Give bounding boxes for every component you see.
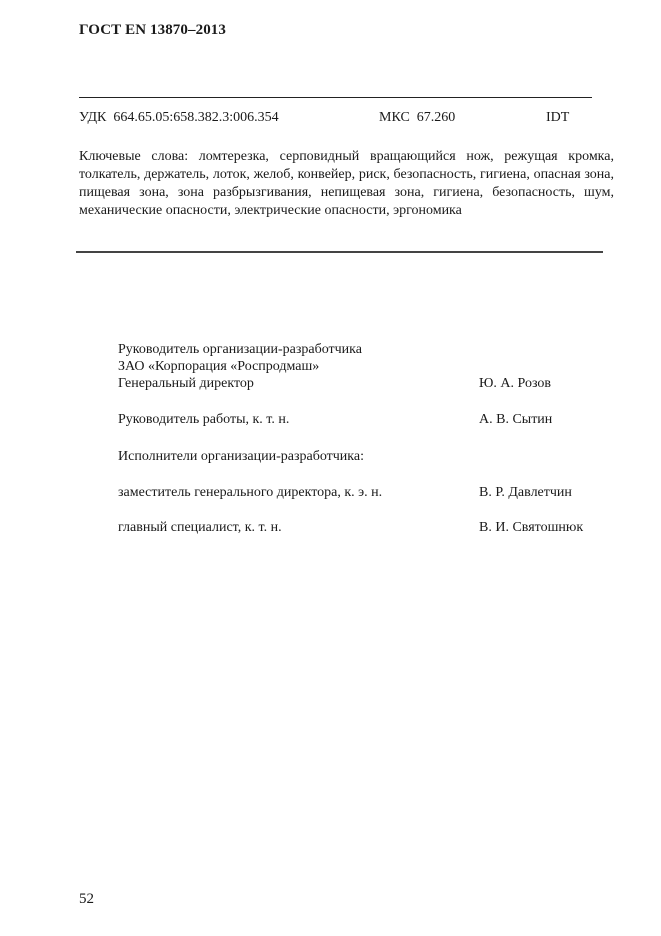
org-head-name: Ю. А. Розов <box>479 376 551 391</box>
standard-code: ГОСТ EN 13870–2013 <box>79 22 226 38</box>
top-divider <box>79 97 592 98</box>
udk-code: УДК 664.65.05:658.382.3:006.354 <box>79 110 279 125</box>
specialist-name: В. И. Святошнюк <box>479 520 584 535</box>
executors-heading: Исполнители организации-разработчика: <box>118 449 364 464</box>
specialist-title: главный специалист, к. т. н. <box>118 520 282 535</box>
bottom-divider <box>76 251 603 253</box>
deputy-title: заместитель генерального директора, к. э. н. <box>118 485 383 500</box>
org-head-line3: Генеральный директор <box>118 376 254 391</box>
idt-label: IDT <box>546 110 570 125</box>
work-head-title: Руководитель работы, к. т. н. <box>118 412 290 427</box>
deputy-name: В. Р. Давлетчин <box>479 485 572 500</box>
org-head-line2: ЗАО «Корпорация «Роспродмаш» <box>118 359 320 374</box>
work-head-name: А. В. Сытин <box>479 412 553 427</box>
org-head-line1: Руководитель организации-разработчика <box>118 342 362 357</box>
keywords-paragraph: Ключевые слова: ломтерезка, серповидный вращающийся нож, режущая кромка, толкатель, держатель, лоток, желоб, конвейер, риск, безопасность, гигиена, опасная зона, пищевая зона, зона разбрызгивания, непищевая зона, гигиена, безопасность, шум, механические опасности, электрические опасности, эргономика <box>79 149 614 218</box>
page-number: 52 <box>79 891 94 907</box>
mks-code: МКС 67.260 <box>379 110 456 125</box>
